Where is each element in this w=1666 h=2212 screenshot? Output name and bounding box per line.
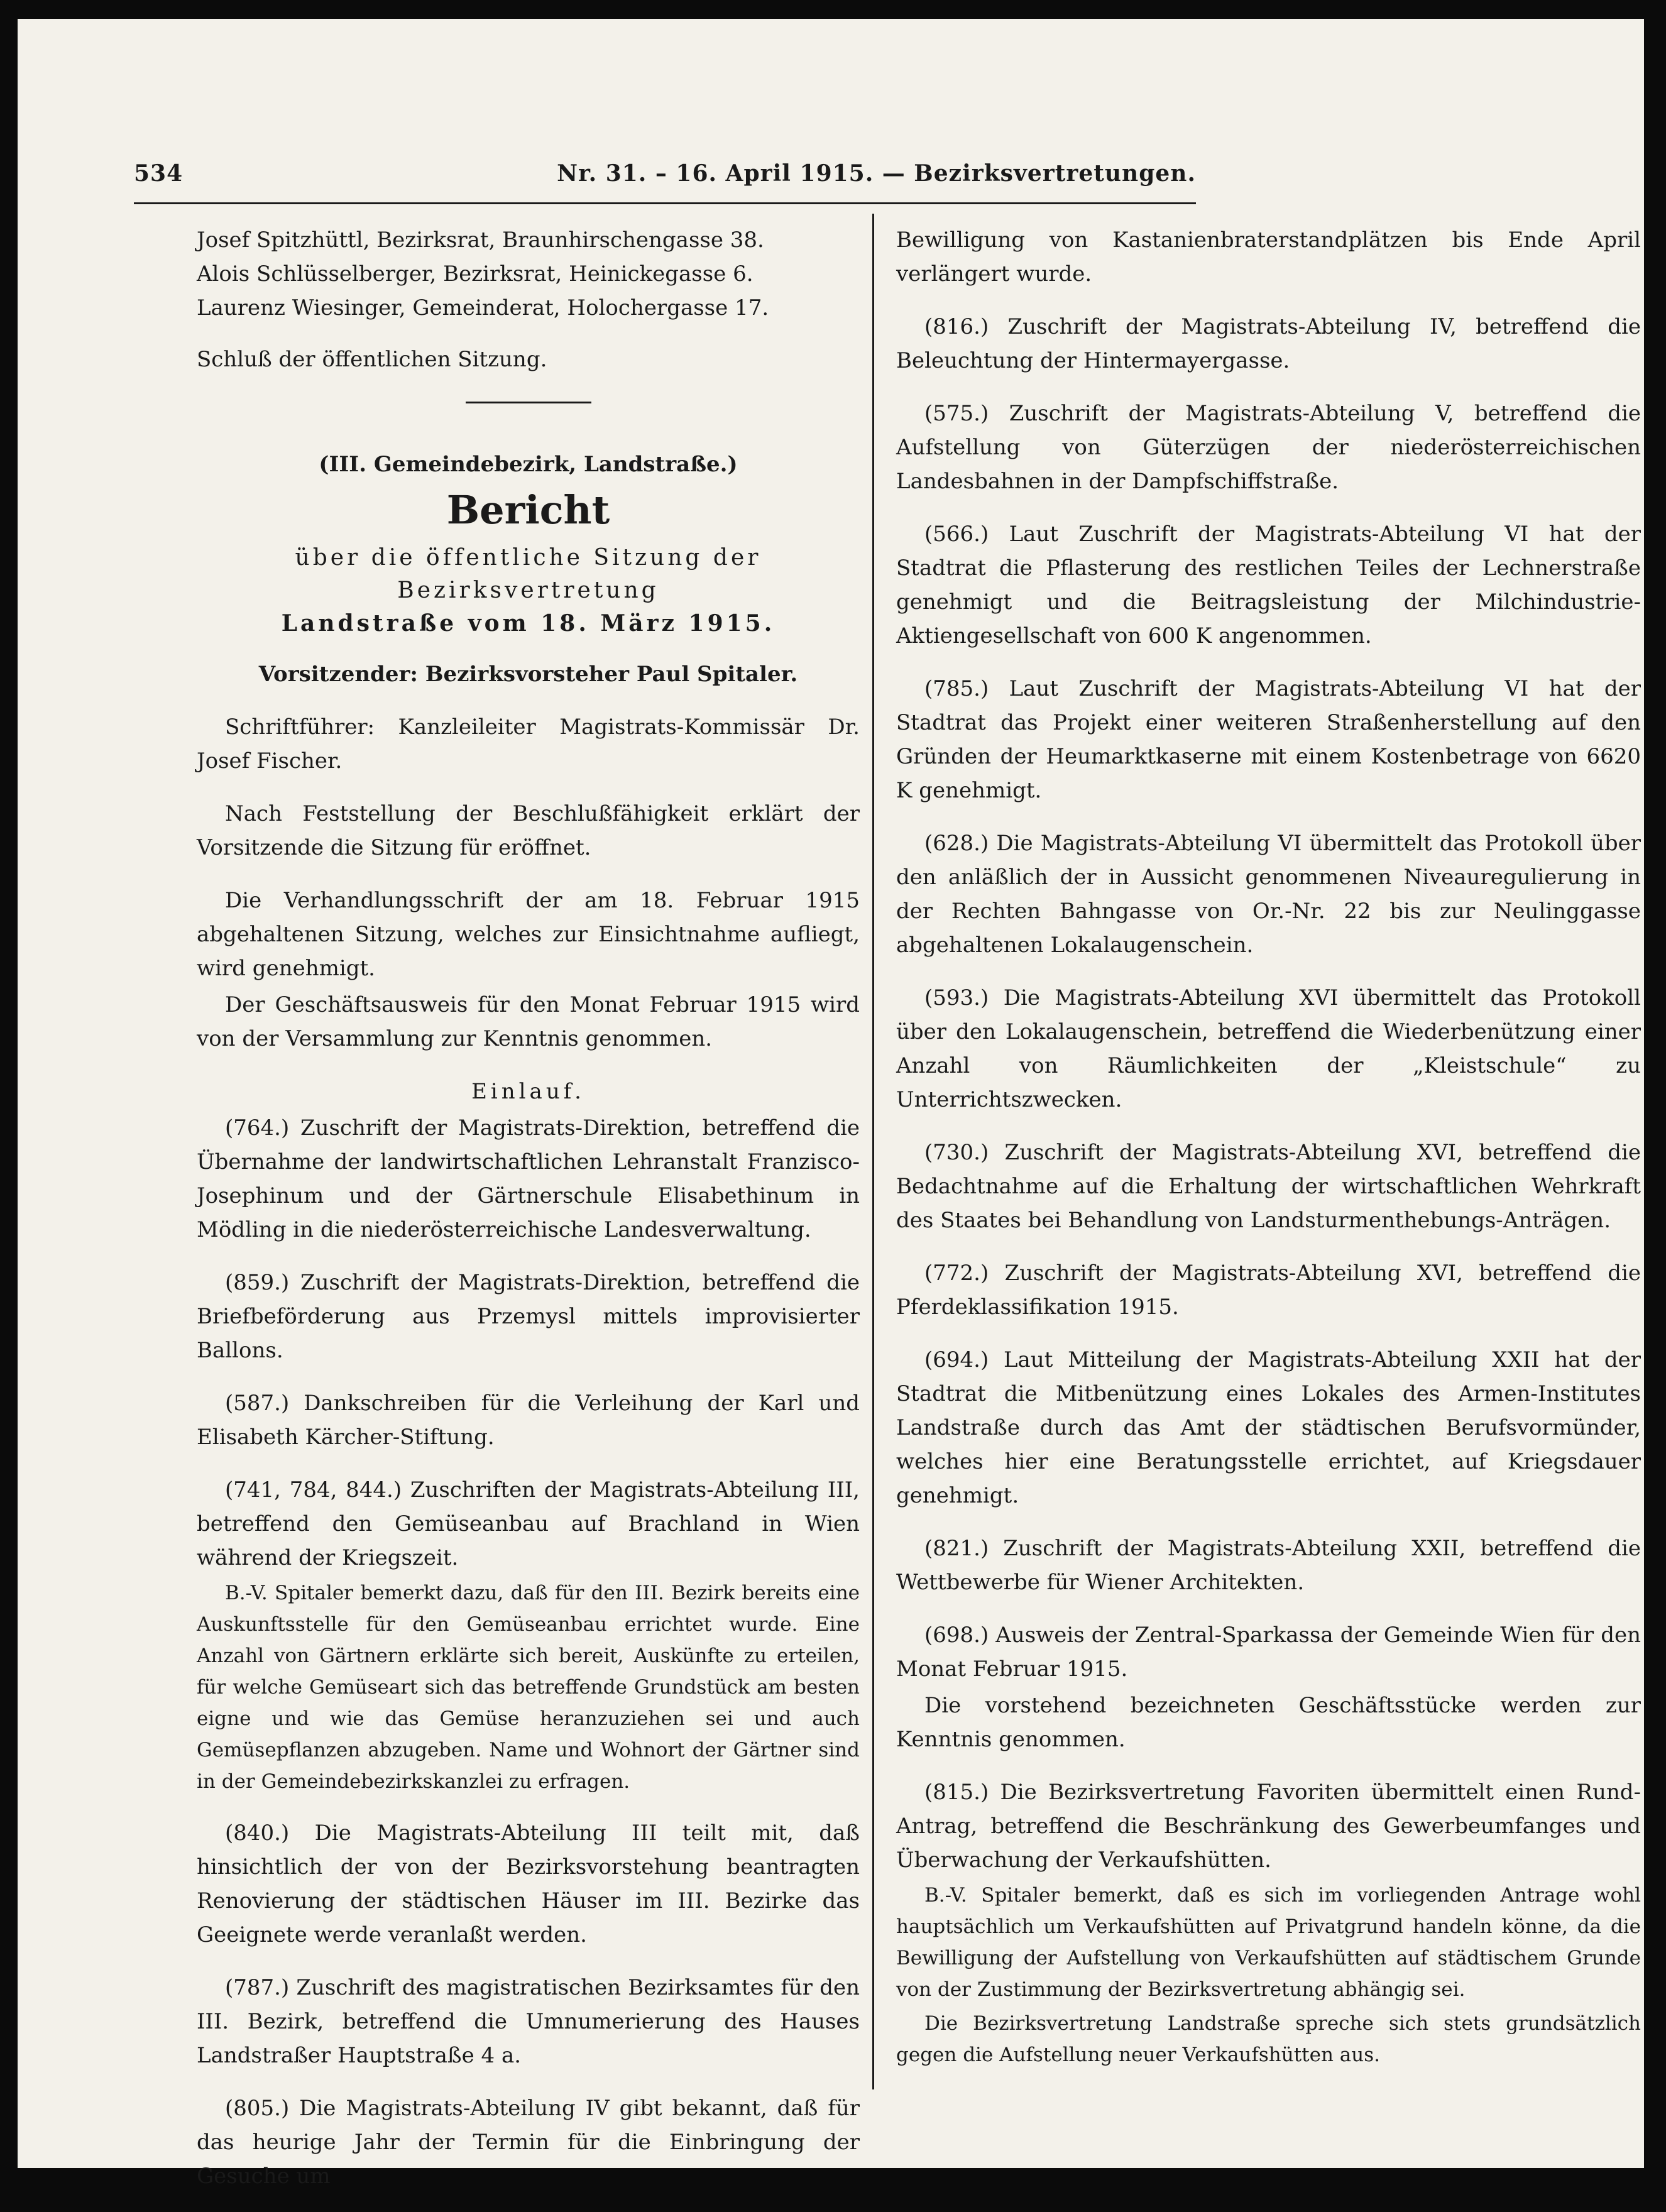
agenda-item: (698.) Ausweis der Zentral-Sparkassa der Gemeinde Wien für den Monat Februar 1915.	[896, 1623, 1641, 1682]
right-column	[896, 223, 1641, 2089]
attendee-list	[197, 223, 860, 325]
agenda-item: (805.) Die Magistrats-Abteilung IV gibt bekannt, daß für das heurige Jahr der Termin für die Einbringung der Gesuche um	[197, 2096, 860, 2189]
report-subtitle-2: Landstraße vom 18. März 1915.	[281, 610, 775, 637]
secretary-line: Schriftführer: Kanzleileiter Magistrats-Kommissär Dr. Josef Fischer.	[197, 715, 860, 774]
attendee: Josef Spitzhüttl, Bezirksrat, Braunhirschengasse 38.	[197, 227, 764, 253]
final-paragraph: Die Bezirksvertretung Landstraße spreche sich stets grundsätzlich gegen die Aufstellung neuer Verkaufshütten aus.	[896, 2012, 1641, 2066]
agenda-item: (694.) Laut Mitteilung der Magistrats-Abteilung XXII hat der Stadtrat die Mitbenützung eines Lokales des Armen-Institutes Landstraße durch das Amt der städtischen Berufsvormünder, welches hier eine Beratungsstelle errichtet, auf Kriegsdauer genehmigt.	[896, 1347, 1641, 1508]
opening-paragraph: Nach Feststellung der Beschlußfähigkeit erklärt der Vorsitzende die Sitzung für eröffnet.	[197, 801, 860, 860]
chair-line: Vorsitzender: Bezirksvorsteher Paul Spitaler.	[258, 662, 798, 687]
agenda-item: (816.) Zuschrift der Magistrats-Abteilung IV, betreffend die Beleuchtung der Hintermayergasse.	[896, 314, 1641, 373]
noted-paragraph: Die vorstehend bezeichneten Geschäftsstücke werden zur Kenntnis genommen.	[896, 1693, 1641, 1752]
agenda-item: (785.) Laut Zuschrift der Magistrats-Abteilung VI hat der Stadtrat das Projekt einer weiteren Straßenherstellung auf den Gründen der Heumarktkaserne mit einem Kostenbetrage von 6620 K genehmigt.	[896, 676, 1641, 803]
agenda-item: (787.) Zuschrift des magistratischen Bezirksamtes für den III. Bezirk, betreffend die Umnumerierung des Hauses Landstraßer Hauptstraße 4 a.	[197, 1975, 860, 2068]
page-header	[134, 160, 1196, 198]
agenda-item: (593.) Die Magistrats-Abteilung XVI übermittelt das Protokoll über den Lokalaugenschein, betreffend die Wiederbenützung einer Anzahl von Räumlichkeiten der „Kleistschule“ zu Unterrichtszwecken.	[896, 985, 1641, 1112]
agenda-item: (628.) Die Magistrats-Abteilung VI übermittelt das Protokoll über den anläßlich der in Aussicht genommenen Niveauregulierung in der Rechten Bahngasse von Or.-Nr. 22 bis zur Neulinggasse abgehaltenen Lokalaugenschein.	[896, 831, 1641, 958]
agenda-item: (859.) Zuschrift der Magistrats-Direktion, betreffend die Briefbeförderung aus Przemysl mittels improvisierter Ballons.	[197, 1270, 860, 1363]
left-column	[197, 223, 860, 2212]
attendee: Alois Schlüsselberger, Bezirksrat, Heinickegasse 6.	[197, 261, 754, 287]
running-title: Nr. 31. – 16. April 1915. — Bezirksvertretungen.	[557, 160, 1196, 187]
agenda-item: (772.) Zuschrift der Magistrats-Abteilung XVI, betreffend die Pferdeklassifikation 1915.	[896, 1261, 1641, 1320]
agenda-item: (815.) Die Bezirksvertretung Favoriten übermittelt einen Rund-Antrag, betreffend die Beschränkung des Gewerbeumfanges und Überwachung der Verkaufshütten.	[896, 1780, 1641, 1873]
einlauf-heading: Einlauf.	[471, 1079, 585, 1104]
agenda-item: (575.) Zuschrift der Magistrats-Abteilung V, betreffend die Aufstellung von Güterzügen der niederösterreichischen Landesbahnen in der Dampfschiffstraße.	[896, 401, 1641, 494]
spitaler-remark-2: B.-V. Spitaler bemerkt, daß es sich im vorliegenden Antrage wohl hauptsächlich um Verkaufshütten auf Privatgrund handeln könne, da die Bewilligung der Aufstellung von Verkaufshütten auf städtischem Grunde von der Zustimmung der Bezirksvertretung abhängig sei.	[896, 1884, 1641, 2001]
agenda-item: (741, 784, 844.) Zuschriften der Magistrats-Abteilung III, betreffend den Gemüseanbau auf Brachland in Wien während der Kriegszeit.	[197, 1477, 860, 1570]
business-report-paragraph: Der Geschäftsausweis für den Monat Februar 1915 wird von der Versammlung zur Kenntnis genommen.	[197, 992, 860, 1051]
newspaper-page	[18, 19, 1644, 2189]
agenda-item: (566.) Laut Zuschrift der Magistrats-Abteilung VI hat der Stadtrat die Pflasterung des restlichen Teiles der Lechnerstraße genehmigt und die Beitragsleistung der Milchindustrie-Aktiengesellschaft von 600 K angenommen.	[896, 522, 1641, 649]
spitaler-remark: B.-V. Spitaler bemerkt dazu, daß für den III. Bezirk bereits eine Auskunftsstelle für den Gemüseanbau errichtet wurde. Eine Anzahl von Gärtnern erklärte sich bereit, Auskünfte zu erteilen, für welche Gemüseart sich das betreffende Grundstück am besten eigne und wie das Gemüse heranzuziehen sei und auch Gemüsepflanzen abzugeben. Name und Wohnort der Gärtner sind in der Gemeindebezirkskanzlei zu erfragen.	[197, 1582, 860, 1793]
header-rule	[134, 202, 1196, 204]
report-subtitle-1: über die öffentliche Sitzung der Bezirksvertretung	[295, 545, 762, 603]
agenda-item: (840.) Die Magistrats-Abteilung III teilt mit, daß hinsichtlich der von der Bezirksvorstehung beantragten Renovierung der städtischen Häuser im III. Bezirke das Geeignete werde veranlaßt werden.	[197, 1821, 860, 1947]
page-number: 534	[134, 160, 184, 187]
minutes-paragraph: Die Verhandlungsschrift der am 18. Februar 1915 abgehaltenen Sitzung, welches zur Einsichtnahme aufliegt, wird genehmigt.	[197, 888, 860, 981]
agenda-item: (764.) Zuschrift der Magistrats-Direktion, betreffend die Übernahme der landwirtschaftlichen Lehranstalt Franzisco-Josephinum und der Gärtnerschule Elisabethinum in Mödling in die niederösterreichische Landesverwaltung.	[197, 1115, 860, 1242]
agenda-item: (730.) Zuschrift der Magistrats-Abteilung XVI, betreffend die Bedachtnahme auf die Erhaltung der wirtschaftlichen Wehrkraft des Staates bei Behandlung von Landsturmenthebungs-Anträgen.	[896, 1140, 1641, 1233]
agenda-item: (821.) Zuschrift der Magistrats-Abteilung XXII, betreffend die Wettbewerbe für Wiener Architekten.	[896, 1536, 1641, 1595]
closing-note: Schluß der öffentlichen Sitzung.	[197, 347, 547, 372]
report-title: Bericht	[446, 487, 610, 533]
section-rule	[466, 402, 591, 403]
continuation-text: Bewilligung von Kastanienbraterstandplätzen bis Ende April verlängert wurde.	[896, 227, 1641, 287]
attendee: Laurenz Wiesinger, Gemeinderat, Holochergasse 17.	[197, 295, 769, 320]
district-heading: (III. Gemeindebezirk, Landstraße.)	[319, 452, 738, 477]
column-divider	[872, 214, 874, 2089]
agenda-item: (587.) Dankschreiben für die Verleihung der Karl und Elisabeth Kärcher-Stiftung.	[197, 1391, 860, 1450]
